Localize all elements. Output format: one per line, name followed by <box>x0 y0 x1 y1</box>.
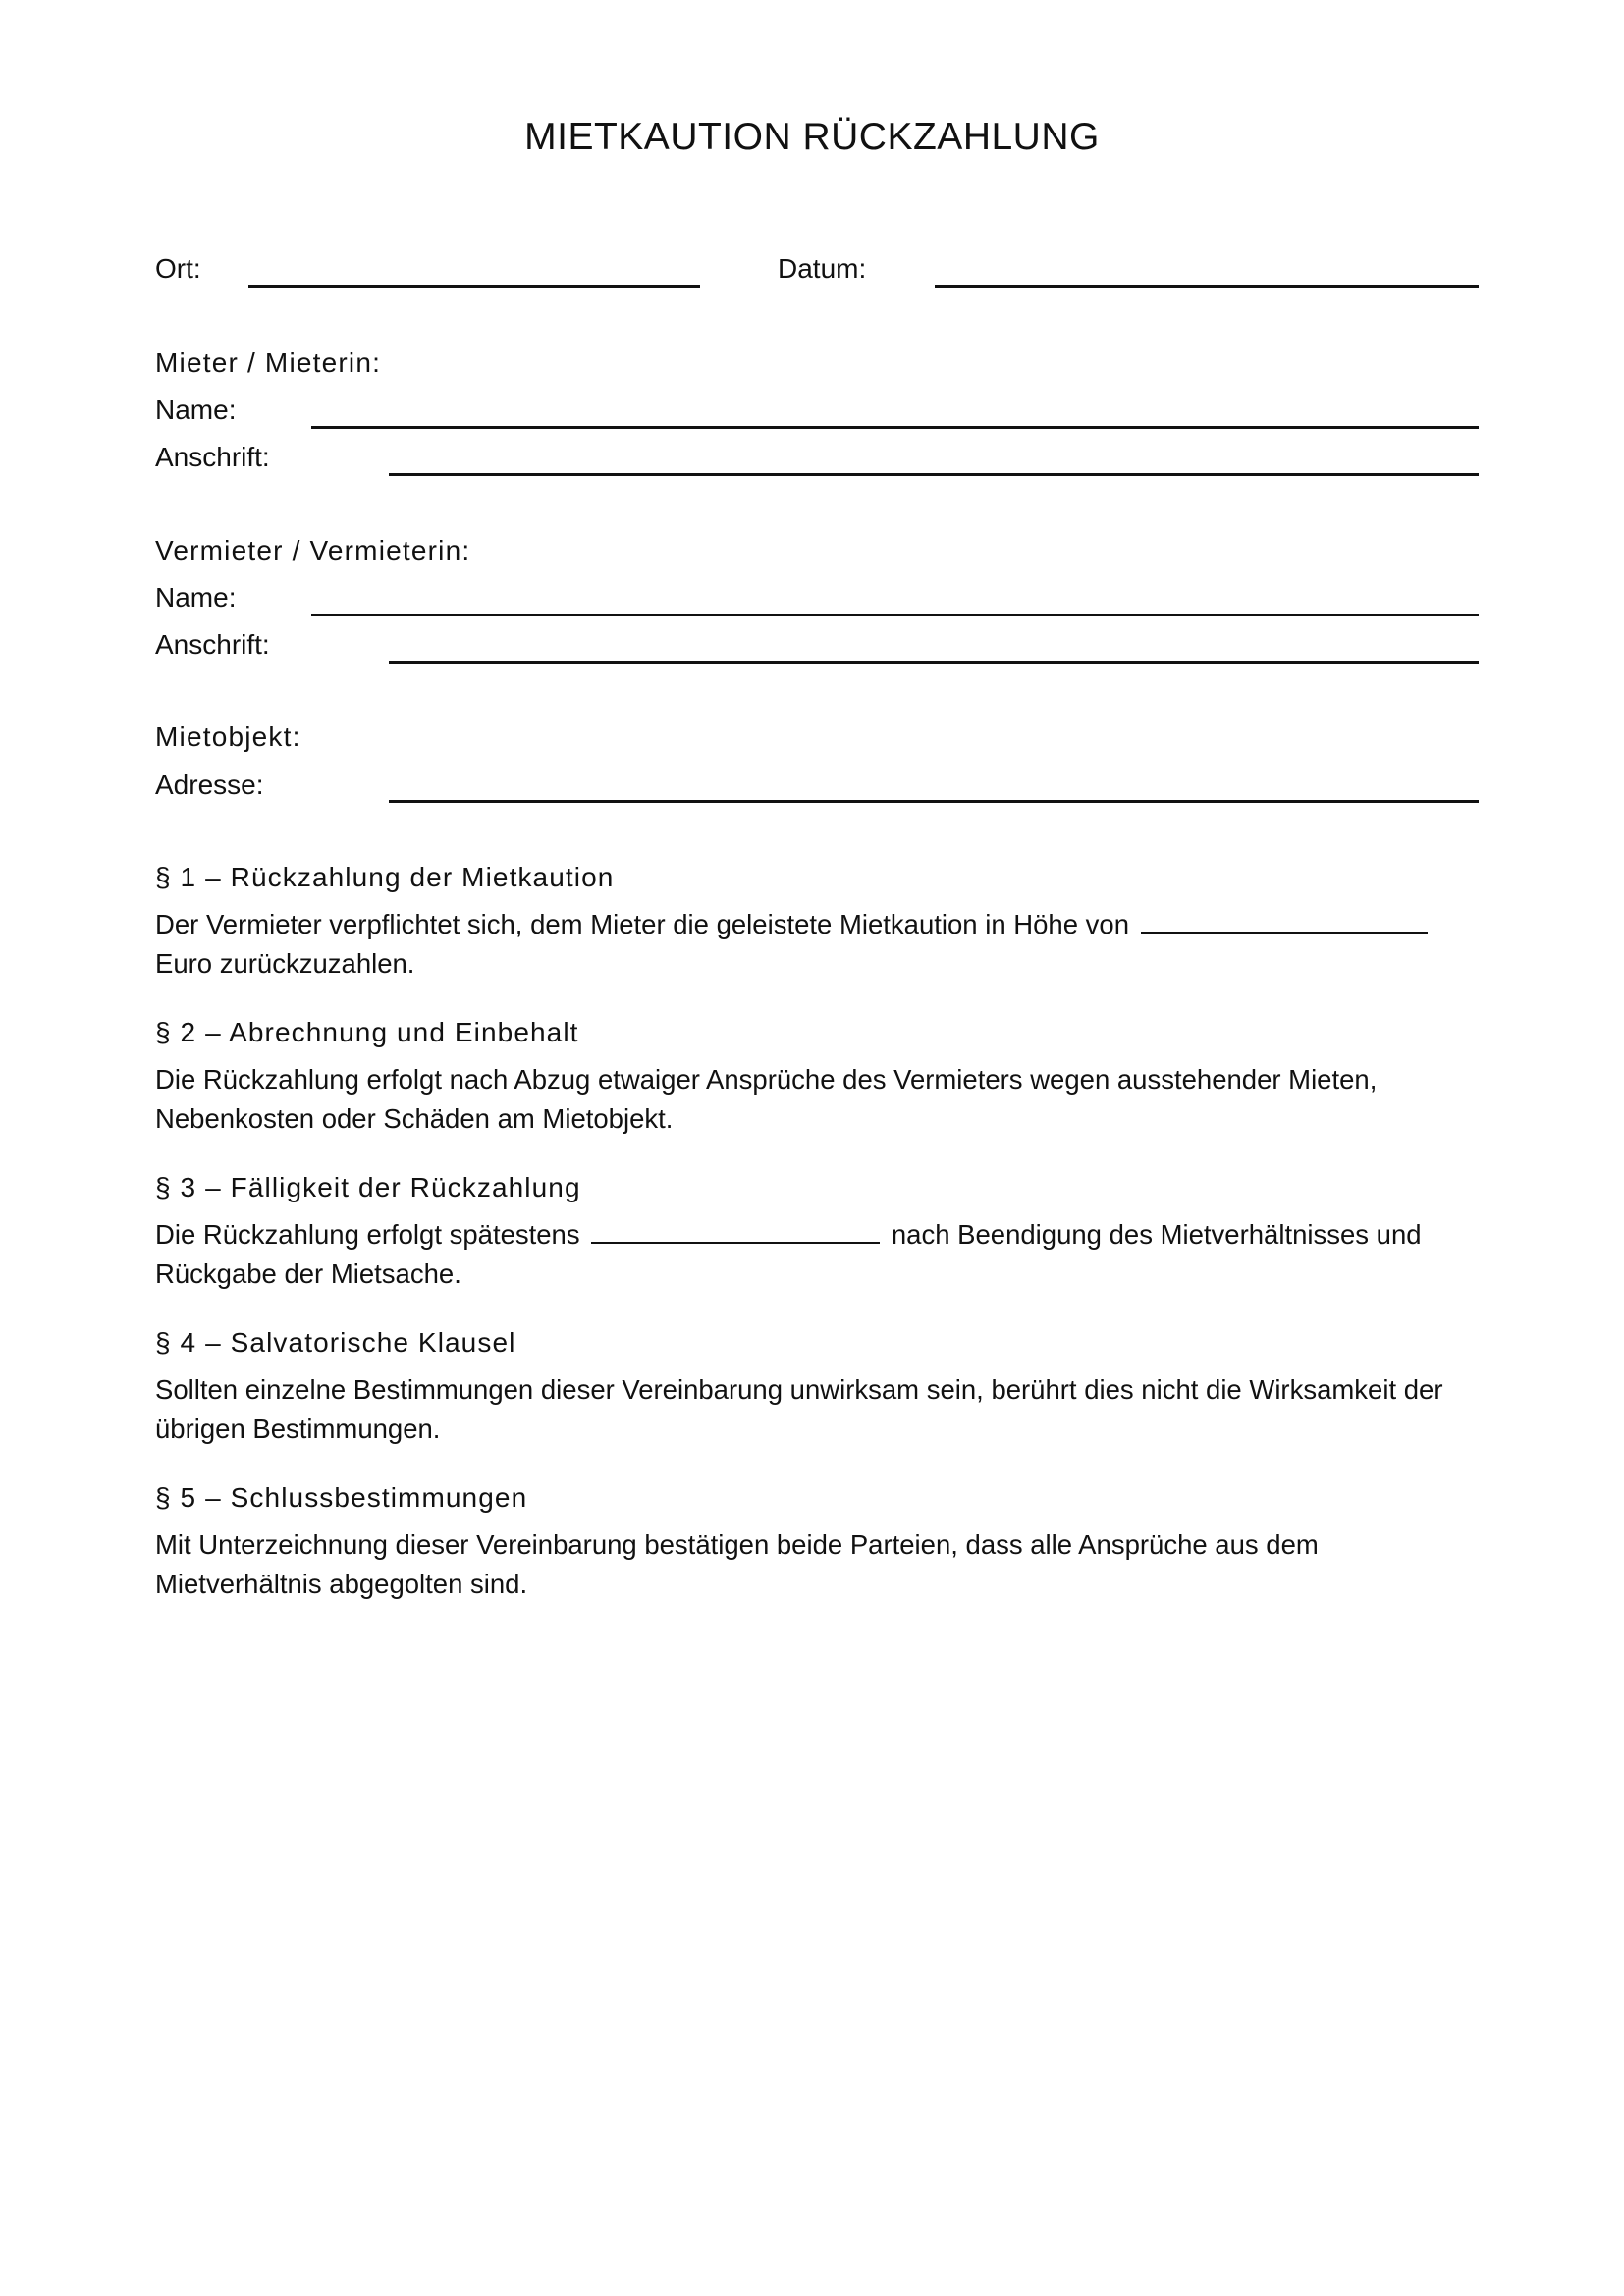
ort-label: Ort: <box>155 253 201 284</box>
document-title: MIETKAUTION RÜCKZAHLUNG <box>524 116 1100 158</box>
section-5-title: § 5 – Schlussbestimmungen <box>155 1482 528 1513</box>
vermieter-anschrift-field[interactable] <box>389 661 1479 664</box>
section-3-text <box>155 1215 1490 1294</box>
section-4-text: Sollten einzelne Bestimmungen dieser Vereinbarung unwirksam sein, berührt dies nicht die Wirksamkeit der übrigen Bestimmungen. <box>155 1374 1443 1444</box>
vermieter-heading: Vermieter / Vermieterin: <box>155 535 471 565</box>
section-4-title: § 4 – Salvatorische Klausel <box>155 1327 516 1358</box>
vermieter-name-label: Name: <box>155 582 237 613</box>
section-1-text <box>155 905 1490 984</box>
frist-field[interactable] <box>591 1218 880 1244</box>
mietobjekt-heading: Mietobjekt: <box>155 721 301 752</box>
section-3-text-after: nach Beendigung des Mietverhältnisses und Rückgabe der Mietsache. <box>155 1219 1422 1289</box>
vermieter-name-field[interactable] <box>311 614 1479 616</box>
section-1-text-before: Der Vermieter verpflichtet sich, dem Mieter die geleistete Mietkaution in Höhe von <box>155 909 1129 939</box>
section-2-title: § 2 – Abrechnung und Einbehalt <box>155 1017 579 1047</box>
section-2-text: Die Rückzahlung erfolgt nach Abzug etwaiger Ansprüche des Vermieters wegen ausstehender Mieten, Nebenkosten oder Schäden am Mietobjekt. <box>155 1064 1378 1134</box>
mieter-anschrift-field[interactable] <box>389 473 1479 476</box>
mieter-name-field[interactable] <box>311 426 1479 429</box>
section-1-text-after: Euro zurückzuzahlen. <box>155 948 415 979</box>
mieter-heading: Mieter / Mieterin: <box>155 347 382 378</box>
datum-label: Datum: <box>778 253 867 284</box>
kaution-betrag-field[interactable] <box>1141 908 1428 934</box>
mieter-name-label: Name: <box>155 395 237 425</box>
mietobjekt-adresse-label: Adresse: <box>155 770 264 800</box>
ort-field[interactable] <box>248 285 700 288</box>
section-3-text-before: Die Rückzahlung erfolgt spätestens <box>155 1219 580 1250</box>
section-3-title: § 3 – Fälligkeit der Rückzahlung <box>155 1172 581 1202</box>
mietobjekt-adresse-field[interactable] <box>389 800 1479 803</box>
section-5-text: Mit Unterzeichnung dieser Vereinbarung bestätigen beide Parteien, dass alle Ansprüche aus dem Mietverhältnis abgegolten sind. <box>155 1529 1319 1599</box>
section-1-title: § 1 – Rückzahlung der Mietkaution <box>155 862 615 892</box>
datum-field[interactable] <box>935 285 1479 288</box>
mieter-anschrift-label: Anschrift: <box>155 442 270 472</box>
vermieter-anschrift-label: Anschrift: <box>155 629 270 660</box>
